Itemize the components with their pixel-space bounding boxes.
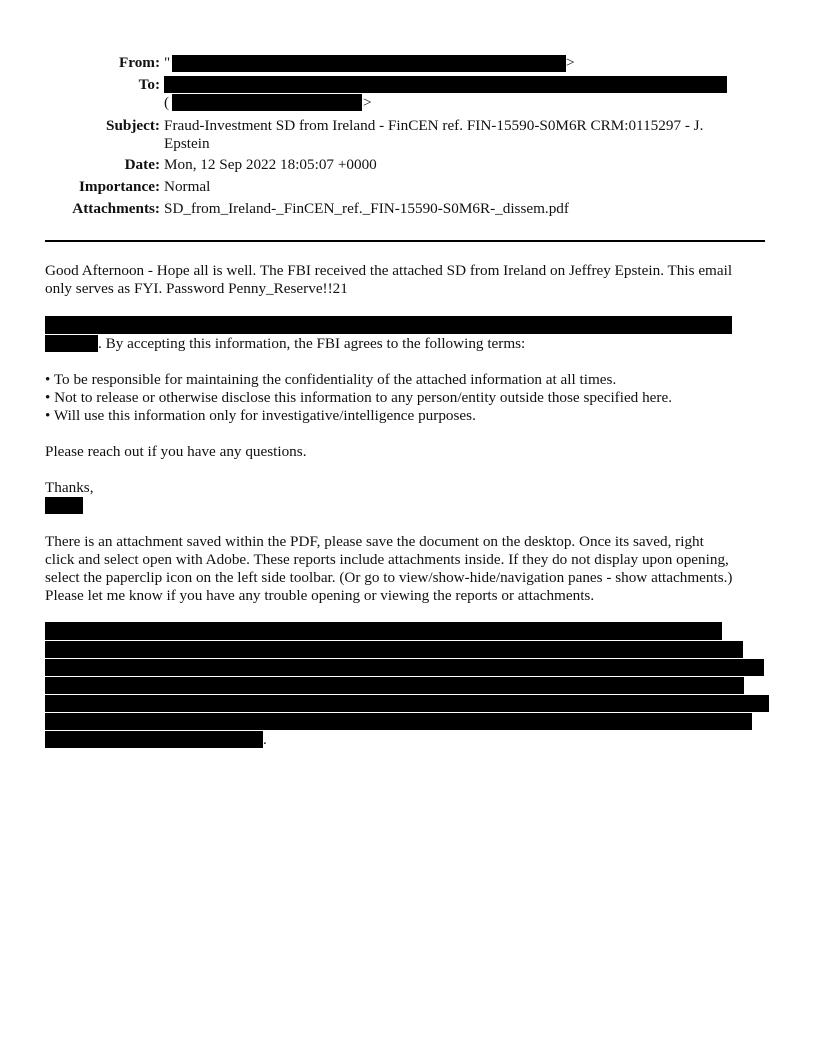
- attachments-label: Attachments:: [72, 200, 160, 217]
- intro-line-1: Good Afternoon - Hope all is well. The FBI received the attached SD from Ireland on Jeffrey Epstein. This email: [45, 262, 733, 279]
- redaction-paragraph-line-1: [45, 316, 732, 334]
- redaction-signature: [45, 497, 83, 514]
- subject-line-1: Fraud-Investment SD from Ireland - FinCEN ref. FIN-15590-S0M6R CRM:0115297 - J.: [164, 117, 704, 134]
- to-suffix: >: [363, 94, 372, 111]
- redaction-closing-line-7: [45, 731, 263, 748]
- header-divider: [45, 240, 765, 242]
- date-label: Date:: [124, 156, 160, 173]
- attachment-filename: SD_from_Ireland-_FinCEN_ref._FIN-15590-S0M6R-_dissem.pdf: [164, 200, 569, 217]
- header-attachments-row: [0, 199, 816, 219]
- bullet-item-2: • Not to release or otherwise disclose this information to any person/entity outside those specified here.: [45, 389, 673, 406]
- intro-line-2: only serves as FYI. Password Penny_Reserve!!21: [45, 280, 348, 297]
- attach-note-line-2: click and select open with Adobe. These reports include attachments inside. If they do not display upon opening,: [45, 551, 729, 568]
- to-label: To:: [138, 76, 160, 93]
- terms-intro: . By accepting this information, the FBI agrees to the following terms:: [98, 335, 526, 352]
- bullet-item-1: • To be responsible for maintaining the confidentiality of the attached information at all times.: [45, 371, 617, 388]
- from-suffix: >: [566, 54, 575, 71]
- attach-note-line-3: select the paperclip icon on the left side toolbar. (Or go to view/show-hide/navigation panes - show attachments.): [45, 569, 733, 586]
- redaction-closing-line-5: [45, 695, 769, 712]
- header-subject-row-continued: [0, 134, 816, 154]
- redaction-closing-line-3: [45, 659, 764, 676]
- subject-line-2: Epstein: [164, 135, 210, 152]
- redaction-closing-line-6: [45, 713, 752, 730]
- header-importance-row: [0, 177, 816, 197]
- attach-note-line-4: Please let me know if you have any trouble opening or viewing the reports or attachments.: [45, 587, 595, 604]
- header-to-row-continued: [0, 93, 816, 113]
- from-label: From:: [118, 54, 160, 71]
- from-prefix: ": [164, 54, 171, 71]
- header-subject-row: [0, 116, 816, 136]
- redaction-closing-line-2: [45, 641, 743, 658]
- thanks-line: Thanks,: [45, 479, 94, 496]
- date-value: Mon, 12 Sep 2022 18:05:07 +0000: [164, 156, 377, 173]
- redaction-from-address: [172, 55, 566, 72]
- redaction-closing-line-4: [45, 677, 744, 694]
- bullet-item-3: • Will use this information only for investigative/intelligence purposes.: [45, 407, 476, 424]
- subject-label: Subject:: [106, 117, 160, 134]
- questions-line: Please reach out if you have any questions.: [45, 443, 307, 460]
- attach-note-line-1: There is an attachment saved within the PDF, please save the document on the desktop. Once its saved, right: [45, 533, 704, 550]
- redaction-paragraph-line-2: [45, 335, 98, 352]
- importance-value: Normal: [164, 178, 211, 195]
- redaction-to-address: [172, 94, 362, 111]
- header-date-row: [0, 155, 816, 175]
- importance-label: Importance:: [79, 178, 160, 195]
- redaction-to-names: [164, 76, 727, 93]
- closing-period: .: [263, 731, 267, 748]
- redaction-closing-line-1: [45, 622, 722, 640]
- to-open-paren: (: [164, 94, 170, 111]
